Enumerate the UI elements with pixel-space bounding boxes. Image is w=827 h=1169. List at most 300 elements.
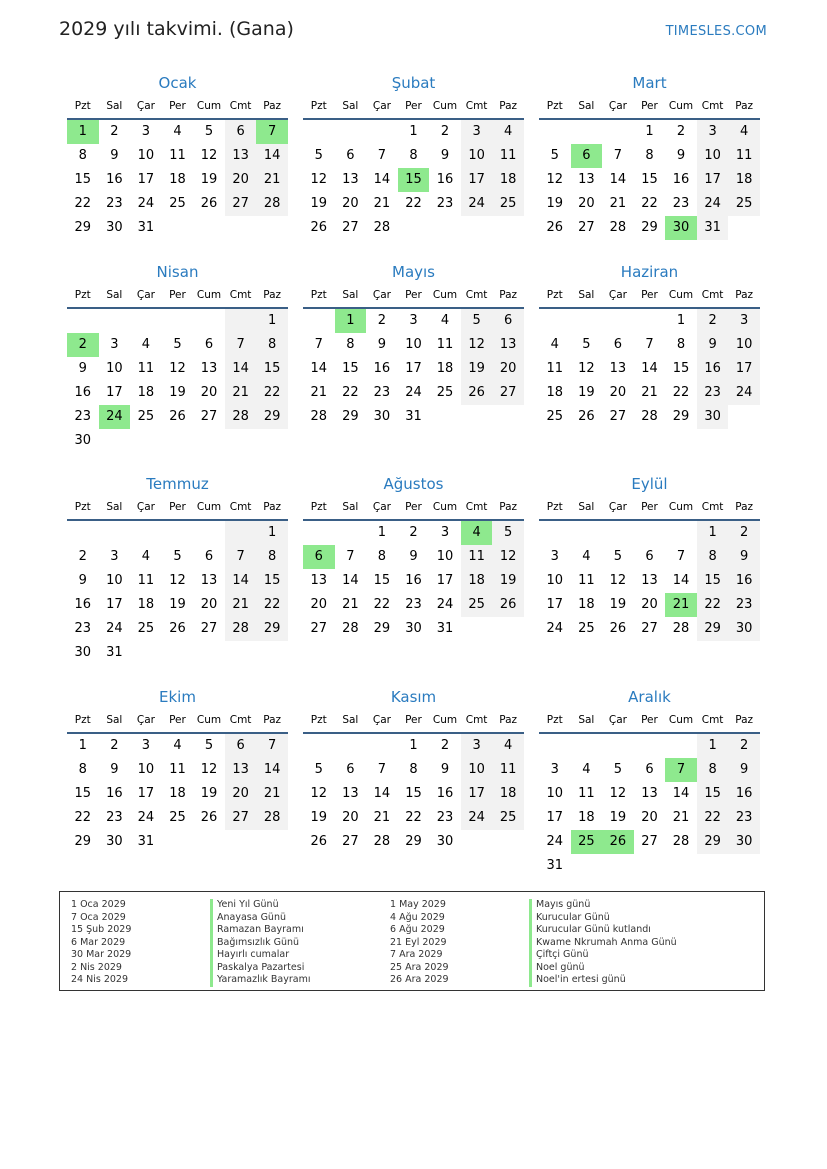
day-cell[interactable]: 23 xyxy=(74,409,92,424)
day-cell[interactable]: 17 xyxy=(546,597,564,612)
day-cell[interactable]: 15 xyxy=(398,168,430,192)
day-cell[interactable]: 17 xyxy=(461,782,493,806)
day-cell[interactable]: 29 xyxy=(256,617,288,641)
day-cell[interactable]: 16 xyxy=(74,385,92,400)
day-cell[interactable]: 4 xyxy=(582,762,591,777)
day-cell[interactable]: 22 xyxy=(373,597,391,612)
day-cell[interactable]: 21 xyxy=(373,810,391,825)
day-cell[interactable]: 18 xyxy=(546,385,564,400)
day-cell[interactable]: 5 xyxy=(314,762,323,777)
day-cell[interactable]: 31 xyxy=(546,858,564,873)
day-cell[interactable]: 1 xyxy=(409,124,418,139)
day-cell[interactable]: 1 xyxy=(676,313,686,328)
day-cell[interactable]: 29 xyxy=(405,834,422,849)
day-cell[interactable]: 14 xyxy=(672,786,690,801)
day-cell[interactable]: 1 xyxy=(409,738,418,753)
day-cell[interactable]: 6 xyxy=(346,762,355,777)
day-cell[interactable]: 21 xyxy=(225,593,257,617)
day-cell[interactable]: 24 xyxy=(697,192,729,216)
day-cell[interactable]: 17 xyxy=(728,357,760,381)
day-cell[interactable]: 29 xyxy=(373,621,391,636)
day-cell[interactable]: 29 xyxy=(672,409,690,424)
day-cell[interactable]: 1 xyxy=(256,309,288,333)
day-cell[interactable]: 25 xyxy=(571,830,603,854)
day-cell[interactable]: 25 xyxy=(137,409,155,424)
day-cell[interactable]: 22 xyxy=(697,593,729,617)
day-cell[interactable]: 27 xyxy=(641,834,658,849)
day-cell[interactable]: 10 xyxy=(697,144,729,168)
day-cell[interactable]: 14 xyxy=(225,569,257,593)
day-cell[interactable]: 22 xyxy=(74,196,92,211)
day-cell[interactable]: 12 xyxy=(310,172,328,187)
day-cell[interactable]: 13 xyxy=(200,361,218,376)
day-cell[interactable]: 3 xyxy=(141,124,151,139)
day-cell[interactable]: 27 xyxy=(342,834,359,849)
day-cell[interactable]: 19 xyxy=(310,810,328,825)
day-cell[interactable]: 3 xyxy=(440,525,450,540)
day-cell[interactable]: 15 xyxy=(405,786,422,801)
day-cell[interactable]: 5 xyxy=(314,148,323,163)
day-cell[interactable]: 30 xyxy=(74,433,92,448)
day-cell[interactable]: 25 xyxy=(169,810,186,825)
day-cell[interactable]: 9 xyxy=(697,333,729,357)
day-cell[interactable]: 26 xyxy=(492,593,524,617)
day-cell[interactable]: 27 xyxy=(200,621,218,636)
day-cell[interactable]: 16 xyxy=(728,782,760,806)
day-cell[interactable]: 5 xyxy=(613,549,623,564)
day-cell[interactable]: 26 xyxy=(169,409,186,424)
day-cell[interactable]: 19 xyxy=(310,196,328,211)
day-cell[interactable]: 20 xyxy=(578,196,595,211)
day-cell[interactable]: 2 xyxy=(409,525,418,540)
day-cell[interactable]: 29 xyxy=(342,409,359,424)
day-cell[interactable]: 20 xyxy=(641,810,658,825)
day-cell[interactable]: 31 xyxy=(137,220,155,235)
day-cell[interactable]: 16 xyxy=(74,597,92,612)
day-cell[interactable]: 11 xyxy=(137,573,155,588)
day-cell[interactable]: 7 xyxy=(314,337,323,352)
day-cell[interactable]: 19 xyxy=(169,385,186,400)
day-cell[interactable]: 21 xyxy=(225,381,257,405)
day-cell[interactable]: 4 xyxy=(173,124,182,139)
day-cell[interactable]: 10 xyxy=(546,786,564,801)
day-cell[interactable]: 28 xyxy=(373,220,391,235)
day-cell[interactable]: 20 xyxy=(200,597,218,612)
day-cell[interactable]: 2 xyxy=(110,738,119,753)
day-cell[interactable]: 30 xyxy=(373,409,391,424)
day-cell[interactable]: 20 xyxy=(310,597,328,612)
day-cell[interactable]: 28 xyxy=(672,834,690,849)
site-link[interactable]: TIMESLES.COM xyxy=(665,24,767,39)
day-cell[interactable]: 18 xyxy=(578,810,595,825)
day-cell[interactable]: 2 xyxy=(440,124,450,139)
day-cell[interactable]: 11 xyxy=(492,144,524,168)
day-cell[interactable]: 7 xyxy=(676,549,686,564)
day-cell[interactable]: 8 xyxy=(256,333,288,357)
day-cell[interactable]: 12 xyxy=(200,762,218,777)
day-cell[interactable]: 28 xyxy=(225,617,257,641)
day-cell[interactable]: 9 xyxy=(78,573,87,588)
day-cell[interactable]: 19 xyxy=(578,385,595,400)
day-cell[interactable]: 29 xyxy=(697,617,729,641)
day-cell[interactable]: 23 xyxy=(106,810,123,825)
day-cell[interactable]: 10 xyxy=(137,762,155,777)
day-cell[interactable]: 13 xyxy=(342,786,359,801)
day-cell[interactable]: 17 xyxy=(106,597,123,612)
day-cell[interactable]: 22 xyxy=(405,196,422,211)
day-cell[interactable]: 7 xyxy=(645,337,654,352)
day-cell[interactable]: 20 xyxy=(342,810,359,825)
day-cell[interactable]: 21 xyxy=(641,385,658,400)
day-cell[interactable]: 5 xyxy=(613,762,623,777)
day-cell[interactable]: 23 xyxy=(436,196,454,211)
day-cell[interactable]: 23 xyxy=(405,597,422,612)
day-cell[interactable]: 4 xyxy=(728,120,760,144)
day-cell[interactable]: 23 xyxy=(373,385,391,400)
day-cell[interactable]: 11 xyxy=(492,758,524,782)
day-cell[interactable]: 12 xyxy=(461,333,493,357)
day-cell[interactable]: 29 xyxy=(74,834,92,849)
day-cell[interactable]: 3 xyxy=(461,734,493,758)
day-cell[interactable]: 25 xyxy=(578,621,595,636)
day-cell[interactable]: 13 xyxy=(200,573,218,588)
day-cell[interactable]: 15 xyxy=(373,573,391,588)
day-cell[interactable]: 16 xyxy=(106,172,123,187)
day-cell[interactable]: 25 xyxy=(546,409,564,424)
day-cell[interactable]: 20 xyxy=(609,385,627,400)
day-cell[interactable]: 5 xyxy=(550,148,559,163)
day-cell[interactable]: 3 xyxy=(110,337,119,352)
day-cell[interactable]: 9 xyxy=(440,148,450,163)
day-cell[interactable]: 3 xyxy=(550,762,559,777)
day-cell[interactable]: 19 xyxy=(492,569,524,593)
day-cell[interactable]: 22 xyxy=(342,385,359,400)
day-cell[interactable]: 19 xyxy=(200,172,218,187)
day-cell[interactable]: 1 xyxy=(256,521,288,545)
day-cell[interactable]: 8 xyxy=(676,337,686,352)
day-cell[interactable]: 1 xyxy=(67,120,99,144)
day-cell[interactable]: 18 xyxy=(436,361,454,376)
day-cell[interactable]: 20 xyxy=(342,196,359,211)
day-cell[interactable]: 14 xyxy=(672,573,690,588)
day-cell[interactable]: 2 xyxy=(377,313,387,328)
day-cell[interactable]: 22 xyxy=(672,385,690,400)
day-cell[interactable]: 7 xyxy=(346,549,355,564)
day-cell[interactable]: 1 xyxy=(335,309,367,333)
day-cell[interactable]: 21 xyxy=(672,810,690,825)
day-cell[interactable]: 10 xyxy=(436,549,454,564)
day-cell[interactable]: 22 xyxy=(74,810,92,825)
day-cell[interactable]: 7 xyxy=(377,762,387,777)
day-cell[interactable]: 30 xyxy=(697,405,729,429)
day-cell[interactable]: 7 xyxy=(225,333,257,357)
day-cell[interactable]: 31 xyxy=(137,834,155,849)
day-cell[interactable]: 26 xyxy=(200,810,218,825)
day-cell[interactable]: 31 xyxy=(106,645,123,660)
day-cell[interactable]: 28 xyxy=(256,192,288,216)
day-cell[interactable]: 24 xyxy=(461,192,493,216)
day-cell[interactable]: 30 xyxy=(728,830,760,854)
day-cell[interactable]: 19 xyxy=(200,786,218,801)
day-cell[interactable]: 5 xyxy=(461,309,493,333)
day-cell[interactable]: 6 xyxy=(346,148,355,163)
day-cell[interactable]: 20 xyxy=(225,168,257,192)
day-cell[interactable]: 3 xyxy=(141,738,151,753)
day-cell[interactable]: 16 xyxy=(728,569,760,593)
day-cell[interactable]: 29 xyxy=(641,220,658,235)
day-cell[interactable]: 3 xyxy=(550,549,559,564)
day-cell[interactable]: 19 xyxy=(546,196,564,211)
day-cell[interactable]: 15 xyxy=(697,782,729,806)
day-cell[interactable]: 13 xyxy=(609,361,627,376)
day-cell[interactable]: 21 xyxy=(310,385,328,400)
day-cell[interactable]: 6 xyxy=(204,549,214,564)
day-cell[interactable]: 25 xyxy=(728,192,760,216)
day-cell[interactable]: 11 xyxy=(169,762,186,777)
day-cell[interactable]: 10 xyxy=(405,337,422,352)
day-cell[interactable]: 30 xyxy=(405,621,422,636)
day-cell[interactable]: 11 xyxy=(578,786,595,801)
day-cell[interactable]: 7 xyxy=(665,758,697,782)
day-cell[interactable]: 18 xyxy=(492,168,524,192)
day-cell[interactable]: 18 xyxy=(492,782,524,806)
day-cell[interactable]: 15 xyxy=(697,569,729,593)
day-cell[interactable]: 14 xyxy=(310,361,328,376)
day-cell[interactable]: 4 xyxy=(141,337,151,352)
day-cell[interactable]: 28 xyxy=(373,834,391,849)
day-cell[interactable]: 30 xyxy=(74,645,92,660)
day-cell[interactable]: 28 xyxy=(641,409,658,424)
day-cell[interactable]: 14 xyxy=(609,172,627,187)
day-cell[interactable]: 13 xyxy=(342,172,359,187)
day-cell[interactable]: 2 xyxy=(110,124,119,139)
day-cell[interactable]: 3 xyxy=(409,313,418,328)
day-cell[interactable]: 12 xyxy=(310,786,328,801)
day-cell[interactable]: 6 xyxy=(225,734,257,758)
day-cell[interactable]: 15 xyxy=(342,361,359,376)
day-cell[interactable]: 27 xyxy=(492,381,524,405)
day-cell[interactable]: 13 xyxy=(225,144,257,168)
day-cell[interactable]: 12 xyxy=(546,172,564,187)
day-cell[interactable]: 13 xyxy=(641,786,658,801)
day-cell[interactable]: 7 xyxy=(256,734,288,758)
day-cell[interactable]: 27 xyxy=(609,409,627,424)
day-cell[interactable]: 16 xyxy=(697,357,729,381)
day-cell[interactable]: 21 xyxy=(256,782,288,806)
day-cell[interactable]: 13 xyxy=(641,573,658,588)
day-cell[interactable]: 8 xyxy=(697,545,729,569)
day-cell[interactable]: 20 xyxy=(641,597,658,612)
day-cell[interactable]: 12 xyxy=(578,361,595,376)
day-cell[interactable]: 21 xyxy=(256,168,288,192)
day-cell[interactable]: 1 xyxy=(78,738,87,753)
day-cell[interactable]: 27 xyxy=(310,621,328,636)
day-cell[interactable]: 30 xyxy=(665,216,697,240)
day-cell[interactable]: 16 xyxy=(672,172,690,187)
day-cell[interactable]: 31 xyxy=(697,216,729,240)
day-cell[interactable]: 24 xyxy=(137,196,155,211)
day-cell[interactable]: 11 xyxy=(728,144,760,168)
day-cell[interactable]: 22 xyxy=(641,196,658,211)
day-cell[interactable]: 2 xyxy=(697,309,729,333)
day-cell[interactable]: 25 xyxy=(436,385,454,400)
day-cell[interactable]: 8 xyxy=(377,549,387,564)
day-cell[interactable]: 4 xyxy=(492,120,524,144)
day-cell[interactable]: 17 xyxy=(546,810,564,825)
day-cell[interactable]: 2 xyxy=(728,734,760,758)
day-cell[interactable]: 10 xyxy=(461,758,493,782)
day-cell[interactable]: 15 xyxy=(256,569,288,593)
day-cell[interactable]: 5 xyxy=(492,521,524,545)
day-cell[interactable]: 9 xyxy=(676,148,686,163)
day-cell[interactable]: 9 xyxy=(440,762,450,777)
day-cell[interactable]: 16 xyxy=(436,786,454,801)
day-cell[interactable]: 6 xyxy=(645,549,654,564)
day-cell[interactable]: 23 xyxy=(436,810,454,825)
day-cell[interactable]: 4 xyxy=(141,549,151,564)
day-cell[interactable]: 4 xyxy=(461,521,493,545)
day-cell[interactable]: 6 xyxy=(204,337,214,352)
day-cell[interactable]: 28 xyxy=(342,621,359,636)
day-cell[interactable]: 22 xyxy=(697,806,729,830)
day-cell[interactable]: 6 xyxy=(613,337,623,352)
day-cell[interactable]: 26 xyxy=(609,621,627,636)
day-cell[interactable]: 28 xyxy=(310,409,328,424)
day-cell[interactable]: 7 xyxy=(225,545,257,569)
day-cell[interactable]: 20 xyxy=(225,782,257,806)
day-cell[interactable]: 4 xyxy=(582,549,591,564)
day-cell[interactable]: 5 xyxy=(173,337,182,352)
day-cell[interactable]: 16 xyxy=(373,361,391,376)
day-cell[interactable]: 28 xyxy=(672,621,690,636)
day-cell[interactable]: 1 xyxy=(377,525,387,540)
day-cell[interactable]: 31 xyxy=(436,621,454,636)
day-cell[interactable]: 30 xyxy=(436,834,454,849)
day-cell[interactable]: 5 xyxy=(204,738,214,753)
day-cell[interactable]: 24 xyxy=(405,385,422,400)
day-cell[interactable]: 20 xyxy=(200,385,218,400)
day-cell[interactable]: 29 xyxy=(256,405,288,429)
day-cell[interactable]: 6 xyxy=(571,144,603,168)
day-cell[interactable]: 12 xyxy=(609,786,627,801)
day-cell[interactable]: 11 xyxy=(461,545,493,569)
day-cell[interactable]: 27 xyxy=(225,806,257,830)
day-cell[interactable]: 11 xyxy=(169,148,186,163)
day-cell[interactable]: 2 xyxy=(440,738,450,753)
day-cell[interactable]: 2 xyxy=(78,549,87,564)
day-cell[interactable]: 15 xyxy=(74,786,92,801)
day-cell[interactable]: 22 xyxy=(256,381,288,405)
day-cell[interactable]: 5 xyxy=(582,337,591,352)
day-cell[interactable]: 26 xyxy=(546,220,564,235)
day-cell[interactable]: 4 xyxy=(492,734,524,758)
day-cell[interactable]: 12 xyxy=(169,573,186,588)
day-cell[interactable]: 11 xyxy=(137,361,155,376)
day-cell[interactable]: 9 xyxy=(110,762,119,777)
day-cell[interactable]: 16 xyxy=(405,573,422,588)
day-cell[interactable]: 24 xyxy=(546,834,564,849)
day-cell[interactable]: 17 xyxy=(106,385,123,400)
day-cell[interactable]: 27 xyxy=(578,220,595,235)
day-cell[interactable]: 5 xyxy=(204,124,214,139)
day-cell[interactable]: 26 xyxy=(200,196,218,211)
day-cell[interactable]: 27 xyxy=(200,409,218,424)
day-cell[interactable]: 18 xyxy=(137,597,155,612)
day-cell[interactable]: 14 xyxy=(373,172,391,187)
day-cell[interactable]: 15 xyxy=(256,357,288,381)
day-cell[interactable]: 8 xyxy=(256,545,288,569)
day-cell[interactable]: 17 xyxy=(405,361,422,376)
day-cell[interactable]: 1 xyxy=(697,734,729,758)
day-cell[interactable]: 9 xyxy=(728,758,760,782)
day-cell[interactable]: 30 xyxy=(728,617,760,641)
day-cell[interactable]: 3 xyxy=(697,120,729,144)
day-cell[interactable]: 9 xyxy=(78,361,87,376)
day-cell[interactable]: 13 xyxy=(492,333,524,357)
day-cell[interactable]: 19 xyxy=(609,597,627,612)
day-cell[interactable]: 8 xyxy=(409,148,418,163)
day-cell[interactable]: 24 xyxy=(106,621,123,636)
day-cell[interactable]: 25 xyxy=(461,593,493,617)
day-cell[interactable]: 16 xyxy=(106,786,123,801)
day-cell[interactable]: 8 xyxy=(78,762,87,777)
day-cell[interactable]: 27 xyxy=(342,220,359,235)
day-cell[interactable]: 23 xyxy=(106,196,123,211)
day-cell[interactable]: 31 xyxy=(405,409,422,424)
day-cell[interactable]: 10 xyxy=(461,144,493,168)
day-cell[interactable]: 17 xyxy=(436,573,454,588)
day-cell[interactable]: 23 xyxy=(697,381,729,405)
day-cell[interactable]: 10 xyxy=(546,573,564,588)
day-cell[interactable]: 3 xyxy=(728,309,760,333)
day-cell[interactable]: 2 xyxy=(728,521,760,545)
day-cell[interactable]: 23 xyxy=(728,593,760,617)
day-cell[interactable]: 18 xyxy=(169,172,186,187)
day-cell[interactable]: 29 xyxy=(697,830,729,854)
day-cell[interactable]: 10 xyxy=(137,148,155,163)
day-cell[interactable]: 15 xyxy=(74,172,92,187)
day-cell[interactable]: 28 xyxy=(609,220,627,235)
day-cell[interactable]: 11 xyxy=(436,337,454,352)
day-cell[interactable]: 25 xyxy=(492,806,524,830)
day-cell[interactable]: 8 xyxy=(697,758,729,782)
day-cell[interactable]: 13 xyxy=(578,172,595,187)
day-cell[interactable]: 23 xyxy=(74,621,92,636)
day-cell[interactable]: 11 xyxy=(546,361,564,376)
day-cell[interactable]: 9 xyxy=(377,337,387,352)
day-cell[interactable]: 29 xyxy=(74,220,92,235)
day-cell[interactable]: 4 xyxy=(550,337,559,352)
day-cell[interactable]: 30 xyxy=(106,220,123,235)
day-cell[interactable]: 24 xyxy=(436,597,454,612)
day-cell[interactable]: 23 xyxy=(728,806,760,830)
day-cell[interactable]: 18 xyxy=(137,385,155,400)
day-cell[interactable]: 3 xyxy=(461,120,493,144)
day-cell[interactable]: 19 xyxy=(609,810,627,825)
day-cell[interactable]: 16 xyxy=(436,172,454,187)
day-cell[interactable]: 18 xyxy=(578,597,595,612)
day-cell[interactable]: 7 xyxy=(377,148,387,163)
day-cell[interactable]: 25 xyxy=(169,196,186,211)
day-cell[interactable]: 17 xyxy=(137,172,155,187)
day-cell[interactable]: 9 xyxy=(409,549,418,564)
day-cell[interactable]: 30 xyxy=(106,834,123,849)
day-cell[interactable]: 14 xyxy=(641,361,658,376)
day-cell[interactable]: 6 xyxy=(303,545,335,569)
day-cell[interactable]: 28 xyxy=(225,405,257,429)
day-cell[interactable]: 12 xyxy=(492,545,524,569)
day-cell[interactable]: 15 xyxy=(672,361,690,376)
